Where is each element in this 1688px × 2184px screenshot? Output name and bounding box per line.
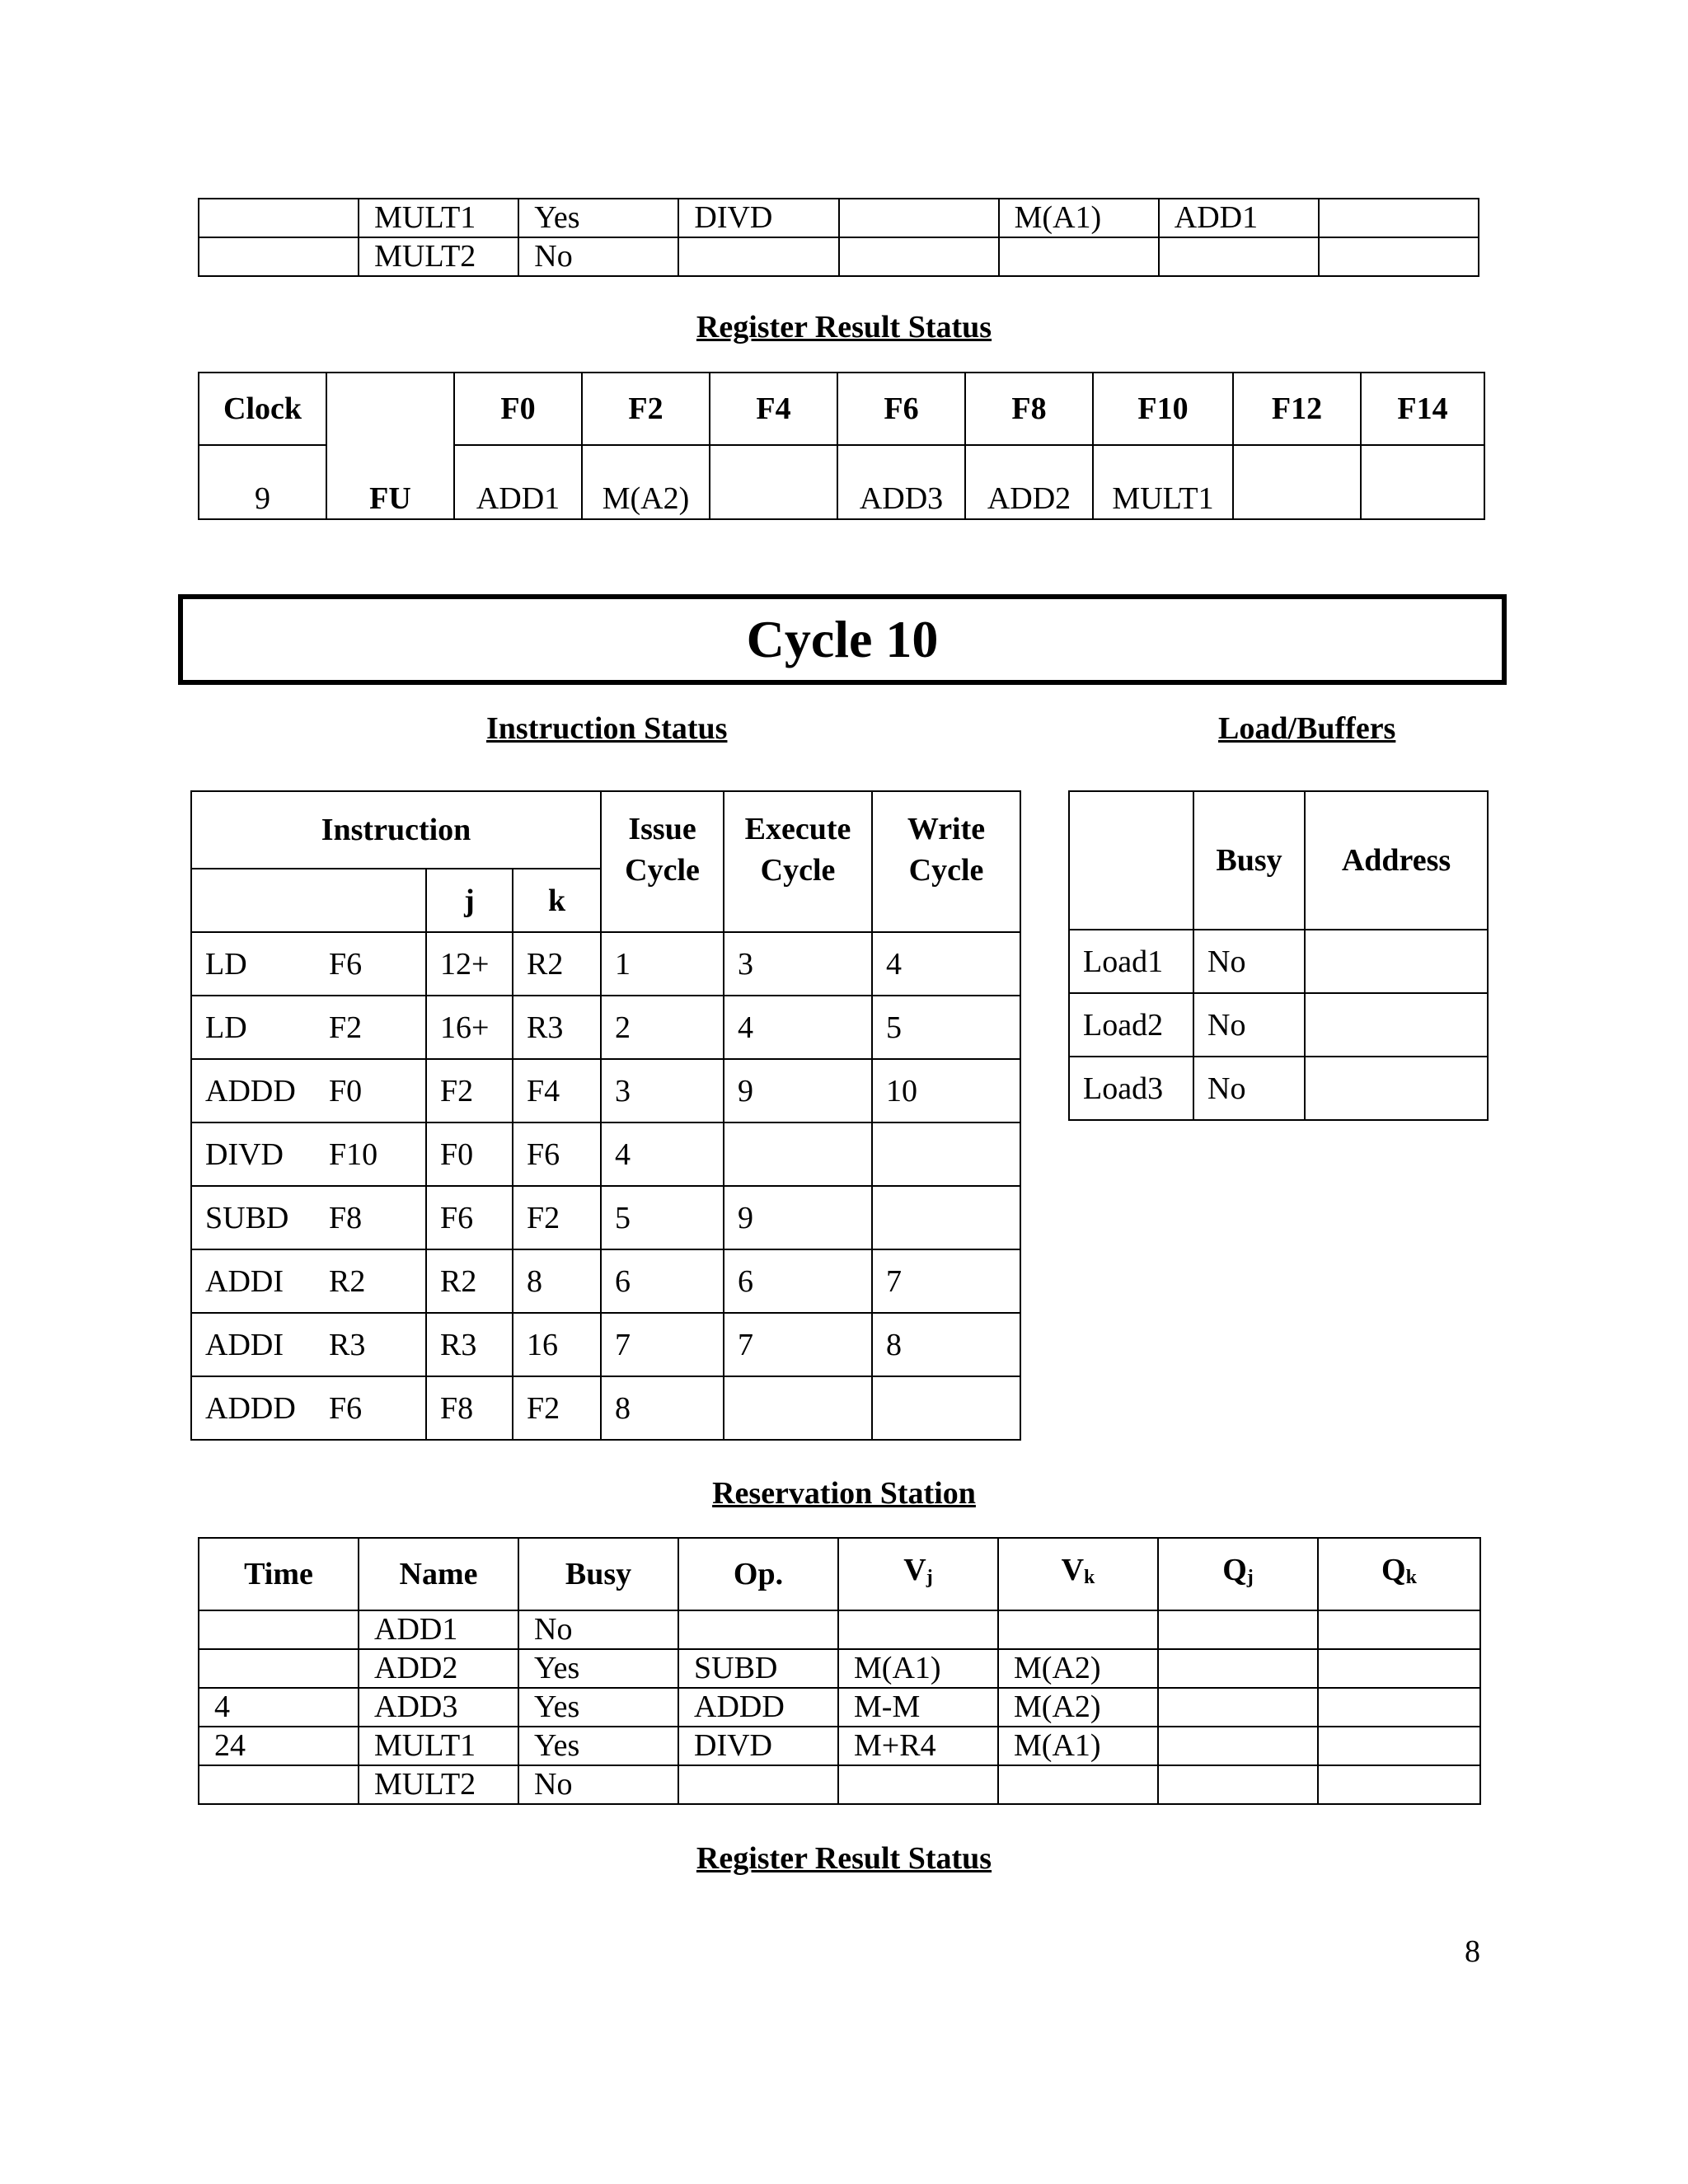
issue-cycle-header: Issue Cycle [601, 791, 724, 932]
cycle-title-box [178, 594, 1507, 685]
time-cell [199, 1765, 359, 1804]
reservation-row [199, 1649, 1480, 1688]
j-cell: F2 [426, 1059, 513, 1122]
k-header: k [513, 869, 601, 932]
write-cell: 7 [872, 1249, 1020, 1313]
instruction-row [191, 1249, 1020, 1313]
issue-cell: 6 [601, 1249, 724, 1313]
instruction-cell [191, 1249, 426, 1313]
load-buffers-table [1068, 790, 1489, 1121]
name-cell: MULT1 [359, 1727, 518, 1765]
register-result-status-table [198, 372, 1485, 520]
k-cell: F2 [513, 1186, 601, 1249]
vj-header: $V_j$ [838, 1538, 998, 1610]
load-buffer-row [1069, 993, 1488, 1057]
register-value [710, 445, 837, 519]
instruction-row [191, 1186, 1020, 1249]
write-cell: 5 [872, 996, 1020, 1059]
issue-cell: 4 [601, 1122, 724, 1186]
blank-header [1069, 791, 1193, 930]
j-header: j [426, 869, 513, 932]
vj-cell [838, 1610, 998, 1649]
instruction-row [191, 1376, 1020, 1440]
qk-cell [1319, 237, 1479, 276]
instruction-dest: F0 [329, 1073, 363, 1108]
vj-cell: M-M [838, 1688, 998, 1727]
load-busy-cell: No [1193, 993, 1305, 1057]
op-cell: DIVD [678, 199, 838, 237]
vj-cell [839, 237, 999, 276]
vk-cell [998, 1610, 1158, 1649]
op-cell [678, 237, 838, 276]
header-row [191, 791, 1020, 869]
qk-cell [1318, 1649, 1480, 1688]
address-header: Address [1305, 791, 1488, 930]
reservation-row [199, 1727, 1480, 1765]
busy-cell: No [518, 1610, 678, 1649]
j-cell: 16+ [426, 996, 513, 1059]
qk-cell [1318, 1765, 1480, 1804]
k-cell: F4 [513, 1059, 601, 1122]
time-cell [199, 1649, 359, 1688]
time-cell [199, 199, 359, 237]
op-cell: DIVD [678, 1727, 838, 1765]
write-cell: 8 [872, 1313, 1020, 1376]
instruction-dest: R2 [329, 1263, 366, 1299]
load-address-cell [1305, 993, 1488, 1057]
instruction-status-table [190, 790, 1021, 1441]
name-cell: MULT2 [359, 237, 518, 276]
execute-cell: 4 [724, 996, 872, 1059]
busy-cell: Yes [518, 199, 678, 237]
time-cell [199, 237, 359, 276]
register-header: F2 [582, 373, 710, 445]
load-busy-cell: No [1193, 1057, 1305, 1120]
busy-cell: Yes [518, 1649, 678, 1688]
issue-cell: 1 [601, 932, 724, 996]
busy-header: Busy [518, 1538, 678, 1610]
qj-cell: ADD1 [1159, 199, 1319, 237]
clock-header: Clock [199, 373, 326, 445]
name-cell: MULT1 [359, 199, 518, 237]
clock-value: 9 [199, 445, 326, 519]
vj-cell [838, 1765, 998, 1804]
qk-cell [1319, 199, 1479, 237]
j-cell: F6 [426, 1186, 513, 1249]
instruction-dest: F6 [329, 1390, 363, 1426]
j-cell: F0 [426, 1122, 513, 1186]
register-value: M(A2) [582, 445, 710, 519]
instruction-opcode: ADDD [205, 1073, 296, 1108]
page-number: 8 [1465, 1934, 1480, 1969]
vj-cell: M(A1) [838, 1649, 998, 1688]
op-cell: SUBD [678, 1649, 838, 1688]
issue-cell: 2 [601, 996, 724, 1059]
qj-cell [1158, 1688, 1318, 1727]
vk-cell: M(A1) [999, 199, 1159, 237]
qj-cell [1159, 237, 1319, 276]
op-cell [678, 1765, 838, 1804]
j-cell: F8 [426, 1376, 513, 1440]
register-value: ADD1 [454, 445, 582, 519]
instruction-opcode: SUBD [205, 1200, 289, 1235]
load-buffer-row [1069, 930, 1488, 993]
time-cell [199, 1610, 359, 1649]
vk-cell [998, 1765, 1158, 1804]
load-name-cell: Load1 [1069, 930, 1193, 993]
instruction-status-heading: Instruction Status [486, 711, 728, 746]
write-cell: 4 [872, 932, 1020, 996]
instruction-cell [191, 1186, 426, 1249]
k-cell: F2 [513, 1376, 601, 1440]
j-cell: R3 [426, 1313, 513, 1376]
header-row [1069, 791, 1488, 930]
op-header: Op. [678, 1538, 838, 1610]
issue-cell: 8 [601, 1376, 724, 1440]
qj-cell [1158, 1610, 1318, 1649]
vk-cell: M(A1) [998, 1727, 1158, 1765]
j-cell: R2 [426, 1249, 513, 1313]
write-cell [872, 1376, 1020, 1440]
k-cell: F6 [513, 1122, 601, 1186]
busy-cell: Yes [518, 1688, 678, 1727]
qj-header: $Q_j$ [1158, 1538, 1318, 1610]
qk-header: $Q_k$ [1318, 1538, 1480, 1610]
j-cell: 12+ [426, 932, 513, 996]
execute-cell: 6 [724, 1249, 872, 1313]
name-cell: ADD2 [359, 1649, 518, 1688]
k-cell: R2 [513, 932, 601, 996]
busy-cell: No [518, 237, 678, 276]
execute-cell: 7 [724, 1313, 872, 1376]
fu-label: FU [326, 445, 454, 519]
register-header: F4 [710, 373, 837, 445]
instruction-opcode: DIVD [205, 1137, 284, 1172]
execute-cell [724, 1376, 872, 1440]
load-address-cell [1305, 1057, 1488, 1120]
register-value [1233, 445, 1361, 519]
load-busy-cell: No [1193, 930, 1305, 993]
qj-cell [1158, 1765, 1318, 1804]
time-header: Time [199, 1538, 359, 1610]
reservation-row [199, 1765, 1480, 1804]
execute-cell [724, 1122, 872, 1186]
instruction-dest: F10 [329, 1137, 378, 1172]
load-name-cell: Load2 [1069, 993, 1193, 1057]
instruction-header: Instruction [191, 791, 601, 869]
instruction-dest: R3 [329, 1327, 366, 1362]
table-row [199, 237, 1479, 276]
reservation-row [199, 1610, 1480, 1649]
instruction-dest: F6 [329, 946, 363, 982]
qj-cell [1158, 1649, 1318, 1688]
name-cell: MULT2 [359, 1765, 518, 1804]
instruction-row [191, 932, 1020, 996]
load-address-cell [1305, 930, 1488, 993]
op-cell [678, 1610, 838, 1649]
issue-cell: 3 [601, 1059, 724, 1122]
vj-cell: M+R4 [838, 1727, 998, 1765]
register-result-status-heading: Register Result Status [696, 310, 992, 344]
qj-cell [1158, 1727, 1318, 1765]
table-row [199, 199, 1479, 237]
instruction-row [191, 1313, 1020, 1376]
write-cell [872, 1122, 1020, 1186]
register-header: F8 [965, 373, 1093, 445]
register-header: F6 [837, 373, 965, 445]
register-header: F0 [454, 373, 582, 445]
instruction-opcode: LD [205, 1010, 247, 1045]
issue-cell: 7 [601, 1313, 724, 1376]
execute-cell: 9 [724, 1186, 872, 1249]
name-cell: ADD1 [359, 1610, 518, 1649]
vj-cell [839, 199, 999, 237]
execute-cycle-header: Execute Cycle [724, 791, 872, 932]
instruction-cell [191, 1122, 426, 1186]
register-value: ADD3 [837, 445, 965, 519]
cycle-title: Cycle 10 [746, 610, 939, 668]
time-cell: 24 [199, 1727, 359, 1765]
instruction-opcode: ADDD [205, 1390, 296, 1426]
register-value-row [199, 445, 1484, 519]
load-buffer-row [1069, 1057, 1488, 1120]
instruction-cell [191, 1313, 426, 1376]
k-cell: 16 [513, 1313, 601, 1376]
reservation-station-continuation-table [198, 198, 1479, 277]
instruction-opcode: ADDI [205, 1263, 284, 1299]
instruction-cell [191, 1376, 426, 1440]
instruction-cell [191, 996, 426, 1059]
name-header: Name [359, 1538, 518, 1610]
qk-cell [1318, 1688, 1480, 1727]
register-header: F10 [1093, 373, 1233, 445]
reservation-row [199, 1688, 1480, 1727]
instruction-dest: F2 [329, 1010, 363, 1045]
register-header: F12 [1233, 373, 1361, 445]
instruction-opcode: ADDI [205, 1327, 284, 1362]
register-header: F14 [1361, 373, 1484, 445]
busy-cell: No [518, 1765, 678, 1804]
instruction-row [191, 1059, 1020, 1122]
vk-cell: M(A2) [998, 1688, 1158, 1727]
instruction-dest: F8 [329, 1200, 363, 1235]
execute-cell: 9 [724, 1059, 872, 1122]
blank-header [326, 373, 454, 445]
name-cell: ADD3 [359, 1688, 518, 1727]
write-cell [872, 1186, 1020, 1249]
op-cell: ADDD [678, 1688, 838, 1727]
register-value [1361, 445, 1484, 519]
register-value: ADD2 [965, 445, 1093, 519]
k-cell: 8 [513, 1249, 601, 1313]
register-result-status-heading-2: Register Result Status [696, 1841, 992, 1876]
instruction-opcode: LD [205, 946, 247, 982]
instruction-row [191, 1122, 1020, 1186]
instruction-cell [191, 1059, 426, 1122]
vk-header: $V_k$ [998, 1538, 1158, 1610]
reservation-station-heading: Reservation Station [712, 1476, 976, 1511]
qk-cell [1318, 1727, 1480, 1765]
k-cell: R3 [513, 996, 601, 1059]
time-cell: 4 [199, 1688, 359, 1727]
reservation-station-table [198, 1537, 1481, 1805]
busy-header: Busy [1193, 791, 1305, 930]
write-cell: 10 [872, 1059, 1020, 1122]
busy-cell: Yes [518, 1727, 678, 1765]
vk-cell [999, 237, 1159, 276]
issue-cell: 5 [601, 1186, 724, 1249]
execute-cell: 3 [724, 932, 872, 996]
instruction-row [191, 996, 1020, 1059]
blank-subheader [191, 869, 426, 932]
register-header-row [199, 373, 1484, 445]
write-cycle-header: Write Cycle [872, 791, 1020, 932]
qk-cell [1318, 1610, 1480, 1649]
register-value: MULT1 [1093, 445, 1233, 519]
instruction-cell [191, 932, 426, 996]
load-buffers-heading: Load/Buffers [1218, 711, 1396, 746]
vk-cell: M(A2) [998, 1649, 1158, 1688]
header-row [199, 1538, 1480, 1610]
load-name-cell: Load3 [1069, 1057, 1193, 1120]
